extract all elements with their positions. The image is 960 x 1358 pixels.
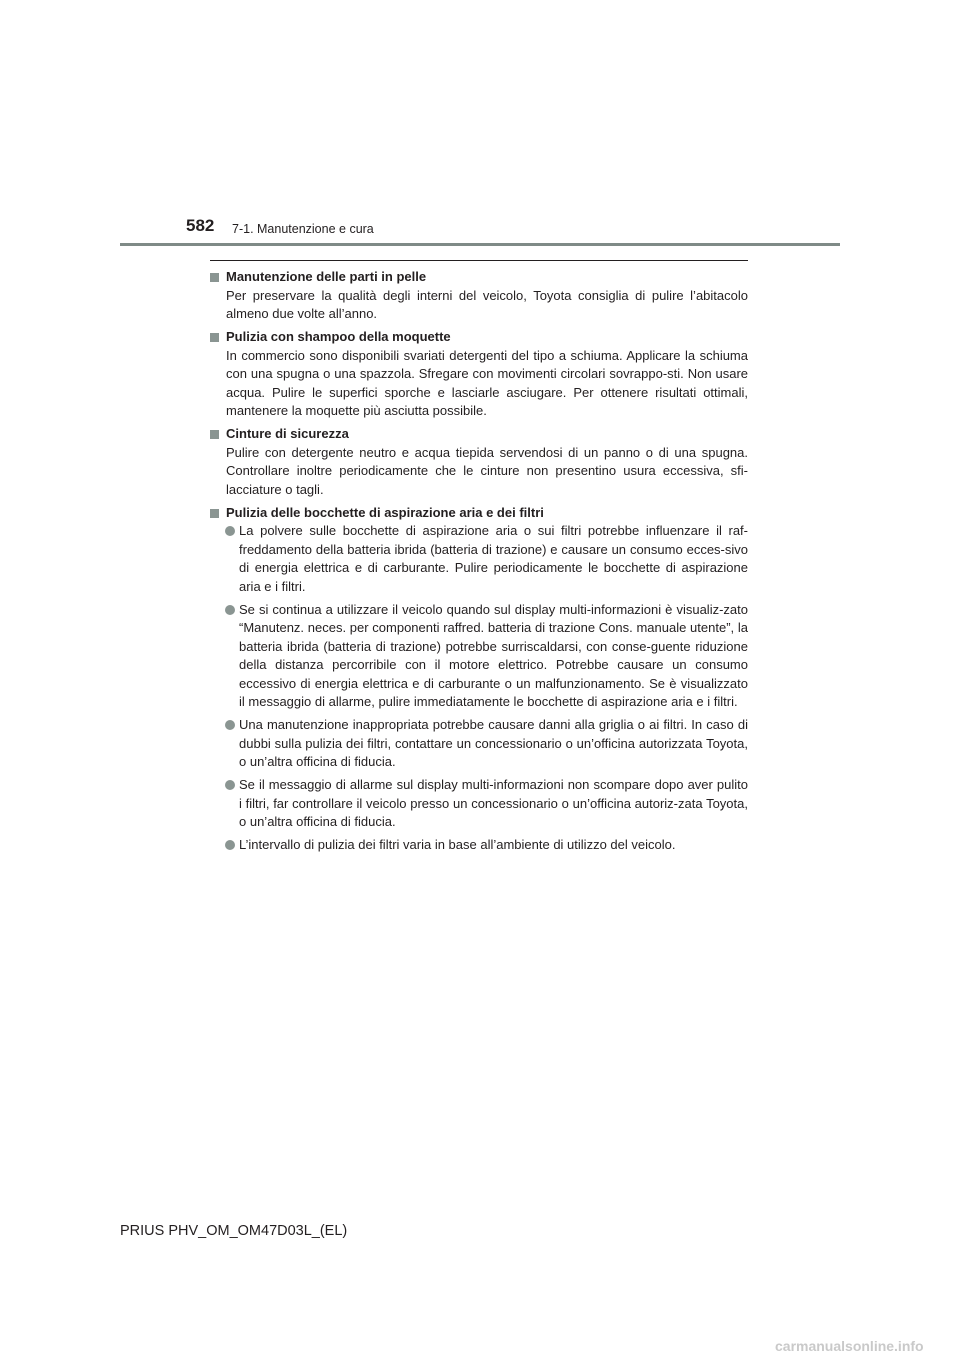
section-heading — [210, 268, 748, 287]
round-bullet-icon — [225, 840, 235, 850]
list-item-text: Se il messaggio di allarme sul display multi-informazioni non scompare dopo aver pulito i filtri, far controllare il veicolo presso un concessionario o un’officina autoriz-zata Toyota, o un’altra officina di fiducia. — [239, 777, 748, 829]
round-bullet-icon — [225, 780, 235, 790]
section-carpet-shampoo — [210, 328, 748, 421]
list-item — [210, 601, 748, 712]
list-item-text: Una manutenzione inappropriata potrebbe causare danni alla griglia o ai filtri. In caso di dubbi sulla pulizia dei filtri, contattare un concessionario o un’officina autorizzata Toyota, o un’altra officina di fiducia. — [239, 717, 748, 769]
page-content — [210, 268, 748, 859]
round-bullet-icon — [225, 720, 235, 730]
list-item-text: Se si continua a utilizzare il veicolo quando sul display multi-informazioni è visualiz-zato “Manutenz. neces. per componenti raffred. batteria di trazione Cons. manuale utente”, la batteria ibrida (batteria di trazione) potrebbe surriscaldarsi, con conse-guente riduzione della distanza percorribile con il motore elettrico. Potrebbe causare un consumo eccessivo di energia elettrica e di carburante o un malfunzionamento. Se è visualizzato il messaggio di allarme, pulire immediatamente le bocchette di aspirazione aria e i filtri. — [239, 601, 748, 709]
section-heading — [210, 504, 748, 523]
list-item-text: La polvere sulle bocchette di aspirazione aria o sui filtri potrebbe influenzare il raf-freddamento della batteria ibrida (batteria di trazione) e causare un consumo ecces-sivo di energia elettrica e di carburante. Pulire periodicamente le bocchette di aspirazione aria e i filtri. — [239, 523, 748, 594]
section-heading-text: Pulizia delle bocchette di aspirazione aria e dei filtri — [226, 504, 544, 520]
watermark: carmanualsonline.info — [775, 1338, 924, 1354]
section-title: 7-1. Manutenzione e cura — [232, 222, 374, 236]
page-number: 582 — [186, 216, 215, 235]
round-bullet-icon — [225, 605, 235, 615]
section-paragraph: In commercio sono disponibili svariati detergenti del tipo a schiuma. Applicare la schiuma con una spugna o una spazzola. Sfregare con movimenti circolari sovrappo-sti. Non usare acqua. Pulire le superfici sporche e lasciarle asciugare. Per ottenere risultati ottimali, mantenere la moquette più asciutta possibile. — [226, 347, 748, 418]
list-item — [210, 716, 748, 772]
square-bullet-icon — [210, 430, 219, 439]
section-heading — [210, 328, 748, 347]
list-item — [210, 522, 748, 596]
section-seat-belts — [210, 425, 748, 499]
header-rule — [120, 243, 840, 246]
list-item — [210, 776, 748, 832]
section-paragraph: Pulire con detergente neutro e acqua tiepida servendosi di un panno o di una spugna. Controllare inoltre periodicamente che le cinture non presentino usura eccessiva, sfi-lacciature o tagli. — [226, 444, 748, 497]
list-item — [210, 836, 748, 855]
square-bullet-icon — [210, 273, 219, 282]
square-bullet-icon — [210, 509, 219, 518]
footer-doc-code: PRIUS PHV_OM_OM47D03L_(EL) — [120, 1223, 348, 1239]
square-bullet-icon — [210, 333, 219, 342]
list-item-text: L’intervallo di pulizia dei filtri varia in base all’ambiente di utilizzo del veicolo. — [239, 837, 676, 852]
section-leather-care — [210, 268, 748, 324]
bullet-list — [210, 522, 748, 855]
round-bullet-icon — [225, 526, 235, 536]
section-paragraph: Per preservare la qualità degli interni del veicolo, Toyota consiglia di pulire l’abitacolo almeno due volte all’anno. — [226, 287, 748, 321]
section-heading — [210, 425, 748, 444]
content-rule — [210, 260, 748, 261]
section-air-intake-filters — [210, 504, 748, 855]
section-heading-text: Manutenzione delle parti in pelle — [226, 269, 427, 284]
section-heading-text: Cinture di sicurezza — [226, 426, 349, 441]
section-heading-text: Pulizia con shampoo della moquette — [226, 329, 451, 344]
